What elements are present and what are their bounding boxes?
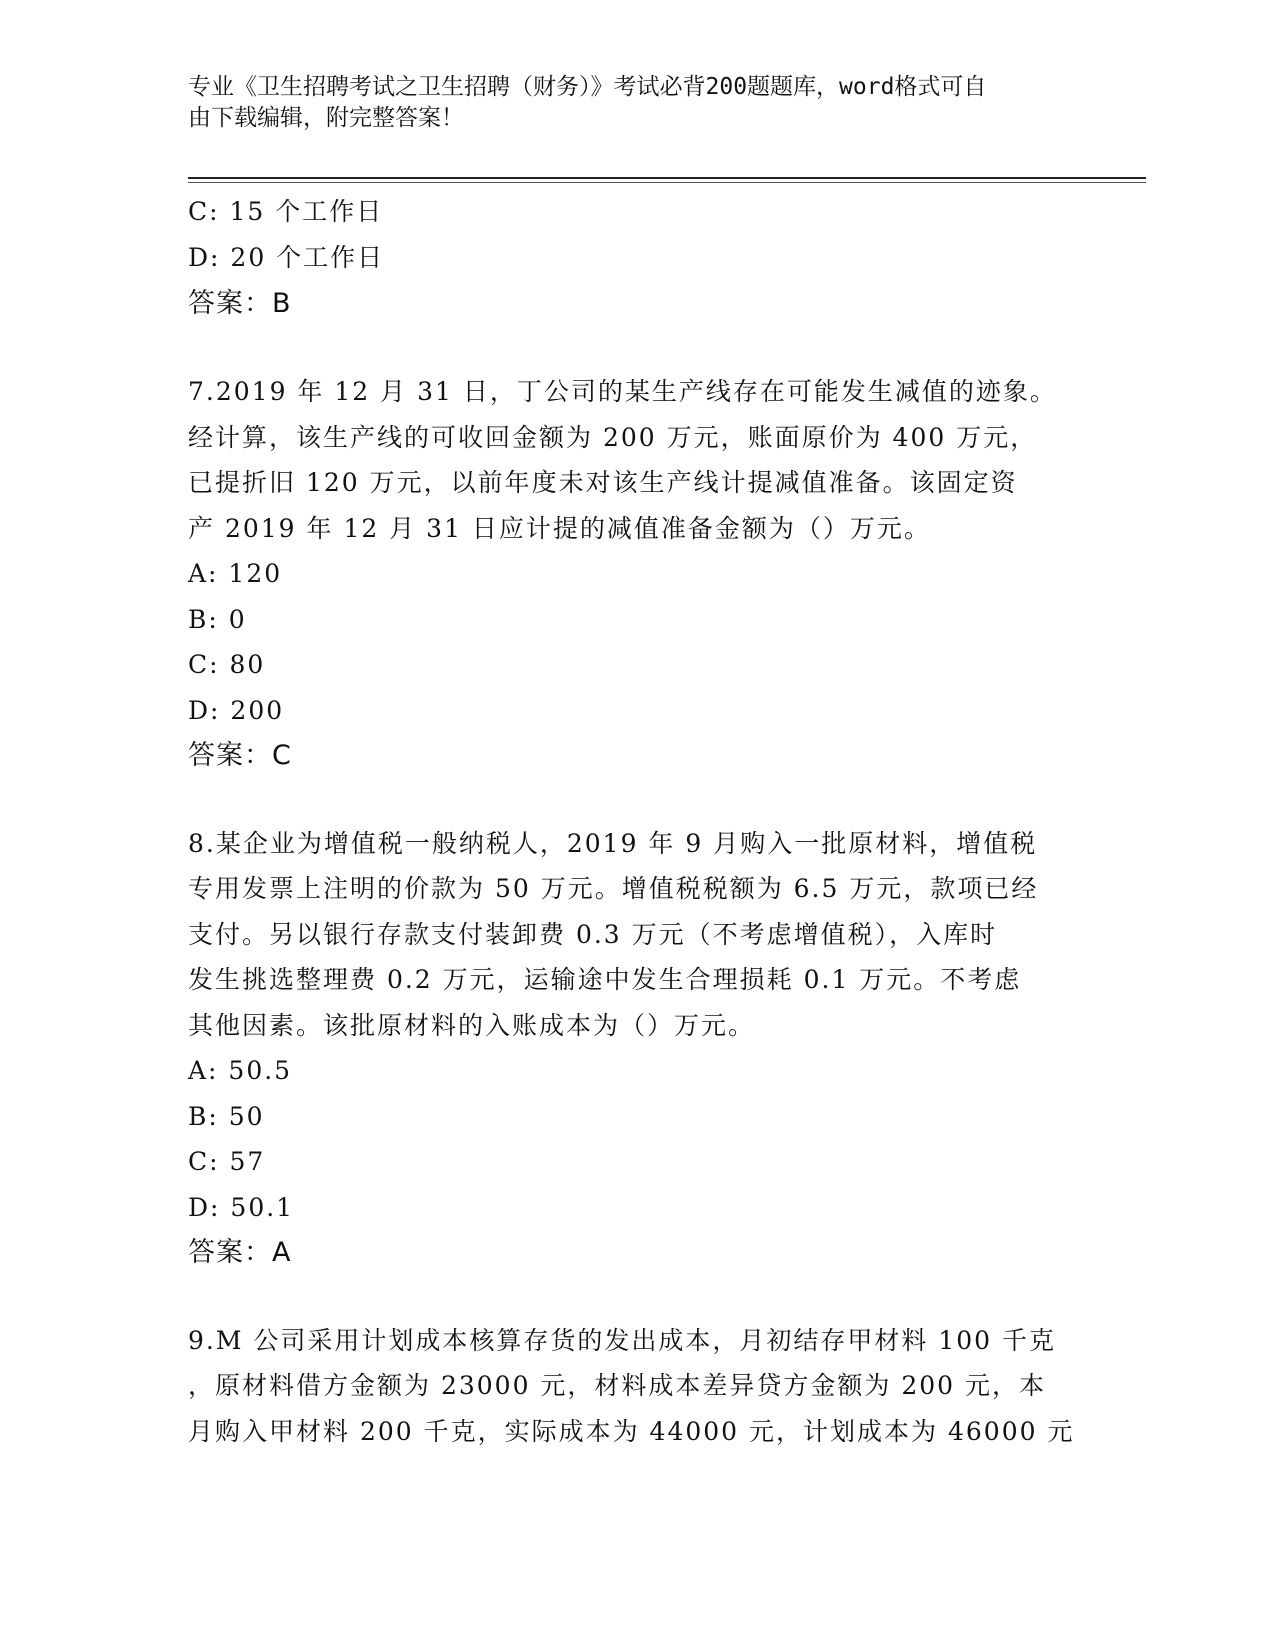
header-divider-thick [188,177,1146,179]
option-d: D: 50.1 [188,1192,295,1222]
option-d: D: 20 个工作日 [188,243,385,272]
question-text-line: 发生挑选整理费 0.2 万元，运输途中发生合理损耗 0.1 万元。不考虑 [188,965,1022,994]
header-divider-thin [188,182,1146,183]
header-title-line-2: 由下载编辑，附完整答案！ [188,105,464,131]
option-a: A: 50.5 [188,1056,293,1085]
previous-question-tail [188,189,1088,327]
header-title-line-1: 专业《卫生招聘考试之卫生招聘（财务）》考试必背200题题库，word格式可自 [188,74,987,100]
option-c: C: 80 [188,650,266,679]
option-b: B: 0 [188,604,247,634]
question-text-line: 已提折旧 120 万元，以前年度未对该生产线计提减值准备。该固定资 [188,468,1018,497]
question-text-line: 7.2019 年 12 月 31 日，丁公司的某生产线存在可能发生减值的迹象。 [188,377,1057,406]
spacer [188,779,1088,821]
option-c: C: 15 个工作日 [188,197,384,226]
spacer [188,1276,1088,1318]
question-text-line: 9.M 公司采用计划成本核算存货的发出成本，月初结存甲材料 100 千克 [188,1325,1057,1355]
question-text-line: 产 2019 年 12 月 31 日应计提的减值准备金额为（）万元。 [188,513,931,543]
question-text-line: 其他因素。该批原材料的入账成本为（）万元。 [188,1010,756,1040]
question-text-line: 专用发票上注明的价款为 50 万元。增值税税额为 6.5 万元，款项已经 [188,874,1039,903]
answer-line: 答案：B [188,288,292,319]
question-7 [188,369,1088,779]
question-text-line: 支付。另以银行存款支付装卸费 0.3 万元（不考虑增值税），入库时 [188,919,998,949]
question-text-line: 8.某企业为增值税一般纳税人，2019 年 9 月购入一批原材料，增值税 [188,828,1038,858]
question-8 [188,821,1088,1276]
document-body [188,189,1088,1454]
answer-line: 答案：A [188,1237,292,1268]
question-9 [188,1318,1088,1455]
option-a: A: 120 [188,559,283,588]
question-text-line: 经计算，该生产线的可收回金额为 200 万元，账面原价为 400 万元， [188,422,1038,452]
spacer [188,327,1088,369]
question-text-line: ，原材料借方金额为 23000 元，材料成本差异贷方金额为 200 元，本 [188,1371,1047,1400]
option-d: D: 200 [188,695,285,725]
option-b: B: 50 [188,1101,265,1131]
option-c: C: 57 [188,1147,266,1176]
answer-line: 答案：C [188,740,292,771]
question-text-line: 月购入甲材料 200 千克，实际成本为 44000 元，计划成本为 46000 元 [188,1416,1075,1446]
document-header [188,72,1088,134]
